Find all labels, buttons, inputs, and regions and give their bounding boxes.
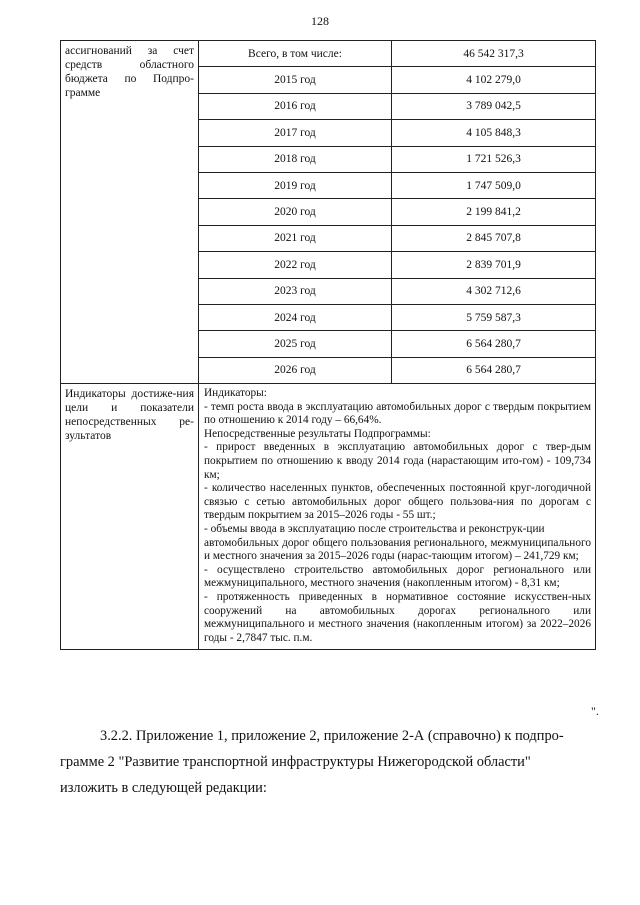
indicator-line: автомобильных дорог общего пользования регионального, межмуниципального и местного значения за 2015–2026 годы (нарас-тающим итогом) – 241,729 км;: [204, 536, 591, 563]
indicator-line: - темп роста ввода в эксплуатацию автомобильных дорог с твердым покрытием по отношению к 2014 году – 66,64%.: [204, 400, 591, 427]
year-value: 1 721 526,3: [392, 146, 596, 172]
closing-quote: ".: [591, 704, 599, 718]
paragraph-line: 3.2.2. Приложение 1, приложение 2, приложение 2-А (справочно) к подпро-: [100, 728, 564, 744]
indicators-label-cell: Индикаторы достиже-ния цели и показатели непосредственных ре-зультатов: [61, 384, 199, 650]
year-label: 2023 год: [199, 278, 392, 304]
year-label: 2015 год: [199, 67, 392, 93]
year-value: 2 839 701,9: [392, 252, 596, 278]
table-row: [61, 41, 596, 67]
year-label: 2019 год: [199, 172, 392, 198]
year-label: 2022 год: [199, 252, 392, 278]
indicator-line: - осуществлено строительство автомобильных дорог регионального или межмуниципального, местного значения (накопленным итогом) - 8,31 км;: [204, 563, 591, 590]
year-value: 3 789 042,5: [392, 93, 596, 119]
body-paragraph: [60, 723, 595, 801]
indicator-line: - объемы ввода в эксплуатацию после строительства и реконструк-ции: [204, 523, 545, 536]
indicator-line: Индикаторы:: [204, 387, 267, 400]
year-value: 2 199 841,2: [392, 199, 596, 225]
year-label: 2025 год: [199, 331, 392, 357]
total-label: Всего, в том числе:: [199, 41, 392, 67]
indicator-line: - протяженность приведенных в нормативное состояние искусствен-ных сооружений на автомобильных дорогах регионального или межмуниципального и местного значения (накопленным итогом) за 2022–2026 годы - 2,7847 тыс. п.м.: [204, 590, 591, 644]
year-value: 4 105 848,3: [392, 120, 596, 146]
page-number: 128: [311, 14, 329, 28]
year-value: 1 747 509,0: [392, 172, 596, 198]
year-value: 4 102 279,0: [392, 67, 596, 93]
year-label: 2018 год: [199, 146, 392, 172]
year-label: 2021 год: [199, 225, 392, 251]
indicator-line: Непосредственные результаты Подпрограммы:: [204, 427, 431, 440]
paragraph-line: изложить в следующей редакции:: [60, 780, 267, 796]
indicator-line: - прирост введенных в эксплуатацию автомобильных дорог с твер-дым покрытием по отношению к вводу 2014 года (нарастающим ито-гом) - 109,734 км;: [204, 441, 591, 481]
year-label: 2020 год: [199, 199, 392, 225]
budget-table: [60, 40, 596, 650]
funding-label-cell: ассигнований за счет средств областного бюджета по Подпро-грамме: [61, 41, 199, 384]
total-value: 46 542 317,3: [392, 41, 596, 67]
table-row: [61, 384, 596, 650]
indicators-description-cell: [199, 384, 596, 650]
year-label: 2026 год: [199, 357, 392, 383]
year-value: 2 845 707,8: [392, 225, 596, 251]
indicator-line: - количество населенных пунктов, обеспеченных постоянной круг-логодичной связью с сетью автомобильных дорог общего пользова-ния по дорогам с твердым покрытием за 2015–2026 годы - 55 шт.;: [204, 482, 591, 522]
paragraph-line: грамме 2 "Развитие транспортной инфраструктуры Нижегородской области": [60, 754, 531, 770]
year-label: 2017 год: [199, 120, 392, 146]
year-value: 5 759 587,3: [392, 304, 596, 330]
year-value: 4 302 712,6: [392, 278, 596, 304]
year-value: 6 564 280,7: [392, 357, 596, 383]
year-label: 2024 год: [199, 304, 392, 330]
year-value: 6 564 280,7: [392, 331, 596, 357]
year-label: 2016 год: [199, 93, 392, 119]
